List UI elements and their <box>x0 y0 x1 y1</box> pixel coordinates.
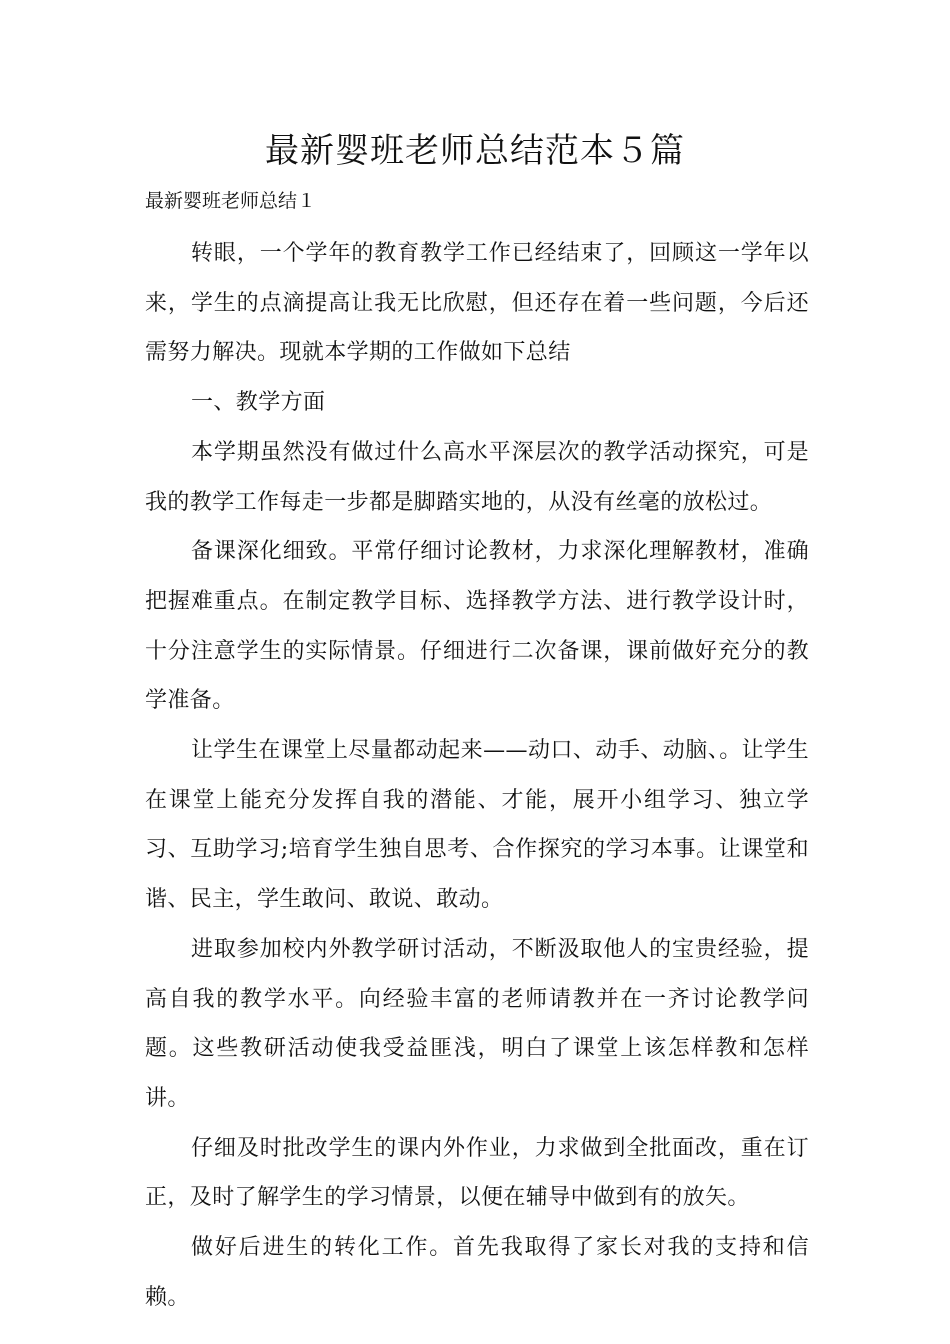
paragraph-lesson-prep: 备课深化细致。平常仔细讨论教材，力求深化理解教材，准确把握难重点。在制定教学目标、选择教学方法、进行教学设计时，十分注意学生的实际情景。仔细进行二次备课，课前做好充分的教学准备。 <box>145 539 809 714</box>
section-heading-teaching: 一、教学方面 <box>191 390 326 416</box>
document-subtitle: 最新婴班老师总结１ <box>145 190 317 212</box>
paragraph-teaching-overview: 本学期虽然没有做过什么高水平深层次的教学活动探究，可是我的教学工作每走一步都是脚踏实地的，从没有丝毫的放松过。 <box>145 439 809 515</box>
paragraph-struggling-students: 做好后进生的转化工作。首先我取得了家长对我的支持和信赖。 <box>145 1235 809 1310</box>
document-title: 最新婴班老师总结范本５篇 <box>265 131 685 171</box>
paragraph-intro: 转眼，一个学年的教育教学工作已经结束了，回顾这一学年以来，学生的点滴提高让我无比欣慰，但还存在着一些问题，今后还需努力解决。现就本学期的工作做如下总结 <box>145 241 809 366</box>
paragraph-homework-grading: 仔细及时批改学生的课内外作业，力求做到全批面改，重在订正，及时了解学生的学习情景，以便在辅导中做到有的放矢。 <box>145 1135 809 1211</box>
document-body <box>145 229 809 1322</box>
paragraph-research-activities: 进取参加校内外教学研讨活动，不断汲取他人的宝贵经验，提高自我的教学水平。向经验丰富的老师请教并在一齐讨论教学问题。这些教研活动使我受益匪浅，明白了课堂上该怎样教和怎样讲。 <box>145 936 809 1111</box>
paragraph-classroom-activity: 让学生在课堂上尽量都动起来——动口、动手、动脑、。让学生在课堂上能充分发挥自我的潜能、才能，展开小组学习、独立学习、互助学习;培育学生独自思考、合作探究的学习本事。让课堂和谐、民主，学生敢问、敢说、敢动。 <box>145 738 809 913</box>
